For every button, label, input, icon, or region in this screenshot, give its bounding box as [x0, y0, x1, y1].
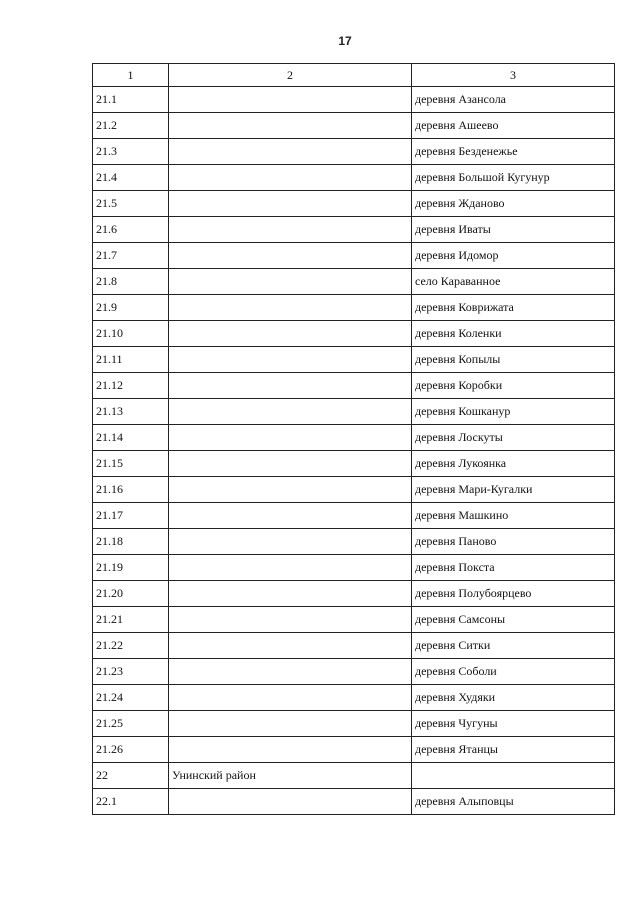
- table-row: [93, 685, 615, 711]
- table-row: [93, 243, 615, 269]
- row-number-cell: 21.10: [93, 321, 169, 347]
- row-number-cell: 21.14: [93, 425, 169, 451]
- row-number-cell: 21.15: [93, 451, 169, 477]
- district-cell: [169, 711, 412, 737]
- district-cell: [169, 321, 412, 347]
- table-row: [93, 789, 615, 815]
- row-number-cell: 21.2: [93, 113, 169, 139]
- district-cell: [169, 789, 412, 815]
- row-number-cell: 21.18: [93, 529, 169, 555]
- table-row: [93, 139, 615, 165]
- settlement-cell: [412, 763, 615, 789]
- table-row: [93, 503, 615, 529]
- table-row: [93, 451, 615, 477]
- settlement-cell: деревня Ашеево: [412, 113, 615, 139]
- district-cell: [169, 659, 412, 685]
- district-cell: [169, 607, 412, 633]
- district-cell: [169, 295, 412, 321]
- row-number-cell: 21.11: [93, 347, 169, 373]
- row-number-cell: 21.17: [93, 503, 169, 529]
- row-number-cell: 22.1: [93, 789, 169, 815]
- table-row: [93, 425, 615, 451]
- row-number-cell: 21.20: [93, 581, 169, 607]
- table-row: [93, 737, 615, 763]
- table-row: [93, 321, 615, 347]
- table-row: [93, 191, 615, 217]
- settlement-cell: деревня Коленки: [412, 321, 615, 347]
- row-number-cell: 21.16: [93, 477, 169, 503]
- table-row: [93, 711, 615, 737]
- settlement-cell: деревня Покста: [412, 555, 615, 581]
- column-header-1: 1: [93, 64, 169, 87]
- table-row: [93, 269, 615, 295]
- settlement-cell: деревня Жданово: [412, 191, 615, 217]
- settlement-cell: деревня Иваты: [412, 217, 615, 243]
- table-row: [93, 555, 615, 581]
- column-header-3: 3: [412, 64, 615, 87]
- district-cell: [169, 165, 412, 191]
- settlement-cell: деревня Безденежье: [412, 139, 615, 165]
- settlement-cell: деревня Чугуны: [412, 711, 615, 737]
- row-number-cell: 22: [93, 763, 169, 789]
- settlement-cell: деревня Кошканур: [412, 399, 615, 425]
- settlements-table: [92, 63, 615, 815]
- table-row: [93, 87, 615, 113]
- settlement-cell: деревня Паново: [412, 529, 615, 555]
- row-number-cell: 21.19: [93, 555, 169, 581]
- district-cell: [169, 555, 412, 581]
- settlement-cell: деревня Полубоярцево: [412, 581, 615, 607]
- row-number-cell: 21.4: [93, 165, 169, 191]
- district-cell: [169, 451, 412, 477]
- settlement-cell: деревня Соболи: [412, 659, 615, 685]
- row-number-cell: 21.22: [93, 633, 169, 659]
- district-cell: [169, 217, 412, 243]
- district-cell: [169, 113, 412, 139]
- district-cell: [169, 139, 412, 165]
- table-row: [93, 295, 615, 321]
- district-cell: [169, 243, 412, 269]
- row-number-cell: 21.23: [93, 659, 169, 685]
- row-number-cell: 21.8: [93, 269, 169, 295]
- column-header-2: 2: [169, 64, 412, 87]
- row-number-cell: 21.1: [93, 87, 169, 113]
- table-row: [93, 373, 615, 399]
- page-number: 17: [338, 34, 352, 48]
- table-row: [93, 399, 615, 425]
- row-number-cell: 21.12: [93, 373, 169, 399]
- settlement-cell: деревня Ситки: [412, 633, 615, 659]
- settlement-cell: деревня Коробки: [412, 373, 615, 399]
- table-row: [93, 165, 615, 191]
- district-cell: [169, 425, 412, 451]
- table-row: [93, 633, 615, 659]
- table-row: [93, 659, 615, 685]
- district-cell: [169, 269, 412, 295]
- settlement-cell: деревня Самсоны: [412, 607, 615, 633]
- table-header-row: [93, 64, 615, 87]
- settlement-cell: деревня Лукоянка: [412, 451, 615, 477]
- settlement-cell: деревня Машкино: [412, 503, 615, 529]
- table-row: [93, 581, 615, 607]
- row-number-cell: 21.6: [93, 217, 169, 243]
- row-number-cell: 21.25: [93, 711, 169, 737]
- settlement-cell: деревня Худяки: [412, 685, 615, 711]
- district-cell: [169, 581, 412, 607]
- table-body: [93, 64, 615, 815]
- table-row: [93, 607, 615, 633]
- settlement-cell: деревня Большой Кугунур: [412, 165, 615, 191]
- settlement-cell: деревня Азансола: [412, 87, 615, 113]
- row-number-cell: 21.5: [93, 191, 169, 217]
- row-number-cell: 21.9: [93, 295, 169, 321]
- row-number-cell: 21.13: [93, 399, 169, 425]
- settlement-cell: деревня Копылы: [412, 347, 615, 373]
- settlement-cell: деревня Идомор: [412, 243, 615, 269]
- settlement-cell: деревня Лоскуты: [412, 425, 615, 451]
- district-cell: [169, 633, 412, 659]
- table-row: [93, 217, 615, 243]
- district-cell: [169, 503, 412, 529]
- row-number-cell: 21.21: [93, 607, 169, 633]
- district-cell: [169, 685, 412, 711]
- table-row: [93, 113, 615, 139]
- district-cell: [169, 399, 412, 425]
- row-number-cell: 21.26: [93, 737, 169, 763]
- settlement-cell: деревня Мари-Кугалки: [412, 477, 615, 503]
- district-cell: [169, 529, 412, 555]
- table-row: [93, 477, 615, 503]
- settlement-cell: село Караванное: [412, 269, 615, 295]
- settlement-cell: деревня Коврижата: [412, 295, 615, 321]
- table-row: [93, 529, 615, 555]
- table-row: [93, 763, 615, 789]
- district-cell: [169, 347, 412, 373]
- row-number-cell: 21.7: [93, 243, 169, 269]
- row-number-cell: 21.24: [93, 685, 169, 711]
- district-cell: [169, 87, 412, 113]
- table-row: [93, 347, 615, 373]
- row-number-cell: 21.3: [93, 139, 169, 165]
- district-cell: [169, 373, 412, 399]
- settlement-cell: деревня Алыповцы: [412, 789, 615, 815]
- district-cell: [169, 477, 412, 503]
- settlement-cell: деревня Ятанцы: [412, 737, 615, 763]
- district-cell: Унинский район: [169, 763, 412, 789]
- district-cell: [169, 191, 412, 217]
- district-cell: [169, 737, 412, 763]
